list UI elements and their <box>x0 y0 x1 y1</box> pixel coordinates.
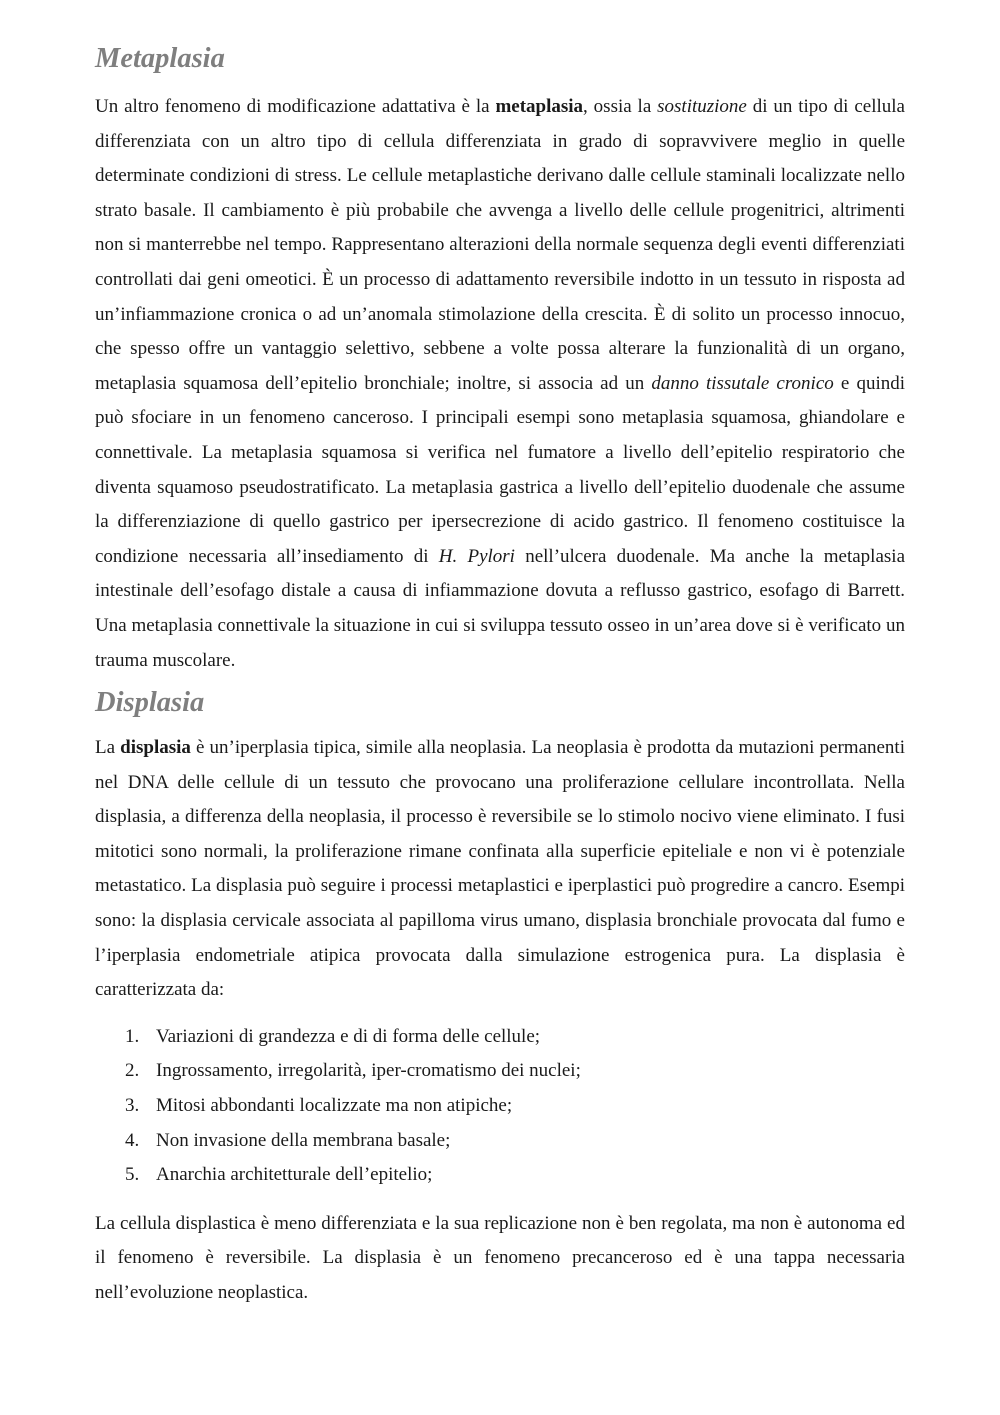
list-item-text: Mitosi abbondanti localizzate ma non atipiche; <box>156 1095 513 1117</box>
displasia-paragraph <box>95 731 905 1008</box>
text-run: Un altro fenomeno di modificazione adattativa è la <box>95 96 496 117</box>
list-number: 5. <box>125 1164 140 1186</box>
list-item <box>95 1054 905 1089</box>
text-run: La <box>95 737 121 759</box>
list-number: 4. <box>125 1129 140 1151</box>
emphasis-sostituzione: sostituzione <box>657 96 747 117</box>
list-item-text: Ingrossamento, irregolarità, iper-cromatismo dei nuclei; <box>156 1060 581 1082</box>
list-number: 3. <box>125 1095 140 1117</box>
term-displasia: displasia <box>120 737 191 759</box>
section-heading-metaplasia: Metaplasia <box>95 43 225 74</box>
list-number: 1. <box>125 1025 140 1047</box>
document-page <box>95 44 905 1311</box>
emphasis-h-pylori: H. Pylori <box>438 545 515 567</box>
list-item <box>95 1089 905 1124</box>
list-item-text: Anarchia architetturale dell’epitelio; <box>156 1164 433 1186</box>
term-metaplasia: metaplasia <box>495 96 584 117</box>
list-item-text: Non invasione della membrana basale; <box>156 1129 451 1151</box>
text-run: nell’ulcera duodenale. Ma anche la metaplasia intestinale dell’esofago distale a causa di infiammazione dovuta a reflusso gastrico, esofago di Barrett. Una metaplasia connettivale la situazione in cui si sviluppa tessuto osseo in un’area dove si è verificato un trauma muscolare. <box>95 545 905 671</box>
metaplasia-paragraph <box>95 90 905 678</box>
text-run: e quindi può sfociare in un fenomeno canceroso. I principali esempi sono metaplasia squamosa, ghiandolare e connettivale. La metaplasia squamosa si verifica nel fumatore a livello dell’epitelio respiratorio che diventa squamoso pseudostratificato. La metaplasia gastrica a livello dell’epitelio duodenale che assume la differenziazione di quello gastrico per ipersecrezione di acido gastrico. Il fenomeno costituisce la condizione necessaria all’insediamento di <box>95 372 905 567</box>
text-run: è un’iperplasia tipica, simile alla neoplasia. La neoplasia è prodotta da mutazioni permanenti nel DNA delle cellule di un tessuto che provocano una proliferazione cellulare incontrollata. Nella displasia, a differenza della neoplasia, il processo è reversibile se lo stimolo nocivo viene eliminato. I fusi mitotici sono normali, la proliferazione rimane confinata alla superficie epiteliale e non vi è potenziale metastatico. La displasia può seguire i processi metaplastici e iperplastici può progredire a cancro. Esempi sono: la displasia cervicale associata al papilloma virus umano, displasia bronchiale provocata dal fumo e l’iperplasia endometriale atipica provocata dalla simulazione estrogenica pura. La displasia è caratterizzata da: <box>95 737 905 1001</box>
text-run: di un tipo di cellula differenziata con un altro tipo di cellula differenziata in grado di sopravvivere meglio in quelle determinate condizioni di stress. Le cellule metaplastiche derivano dalle cellule staminali localizzate nello strato basale. Il cambiamento è più probabile che avvenga a livello delle cellule progenitrici, altrimenti non si manterrebbe nel tempo. Rappresentano alterazioni della normale sequenza degli eventi differenziati controllati dai geni omeotici. È un processo di adattamento reversibile indotto in un tessuto in risposta ad un’infiammazione cronica o ad un’anomala stimolazione della crescita. È di solito un processo innocuo, che spesso offre un vantaggio selettivo, sebbene a volte possa alterare la funzionalità di un organo, metaplasia squamosa dell’epitelio bronchiale; inoltre, si associa ad un <box>95 96 905 394</box>
section-heading-displasia: Displasia <box>95 687 205 719</box>
list-item <box>95 1020 905 1055</box>
emphasis-danno-tissutale: danno tissutale cronico <box>651 372 834 394</box>
closing-paragraph: La cellula displastica è meno differenziata e la sua replicazione non è ben regolata, ma non è autonoma ed il fenomeno è reversibile. La displasia è un fenomeno precanceroso ed è una tappa necessaria nell’evoluzione neoplastica. <box>95 1212 905 1303</box>
list-number: 2. <box>125 1060 140 1082</box>
list-item-text: Variazioni di grandezza e di di forma delle cellule; <box>156 1025 541 1047</box>
list-item <box>95 1124 905 1159</box>
text-run: , ossia la <box>583 96 658 117</box>
list-item <box>95 1158 905 1193</box>
displasia-features-list <box>95 1020 905 1193</box>
